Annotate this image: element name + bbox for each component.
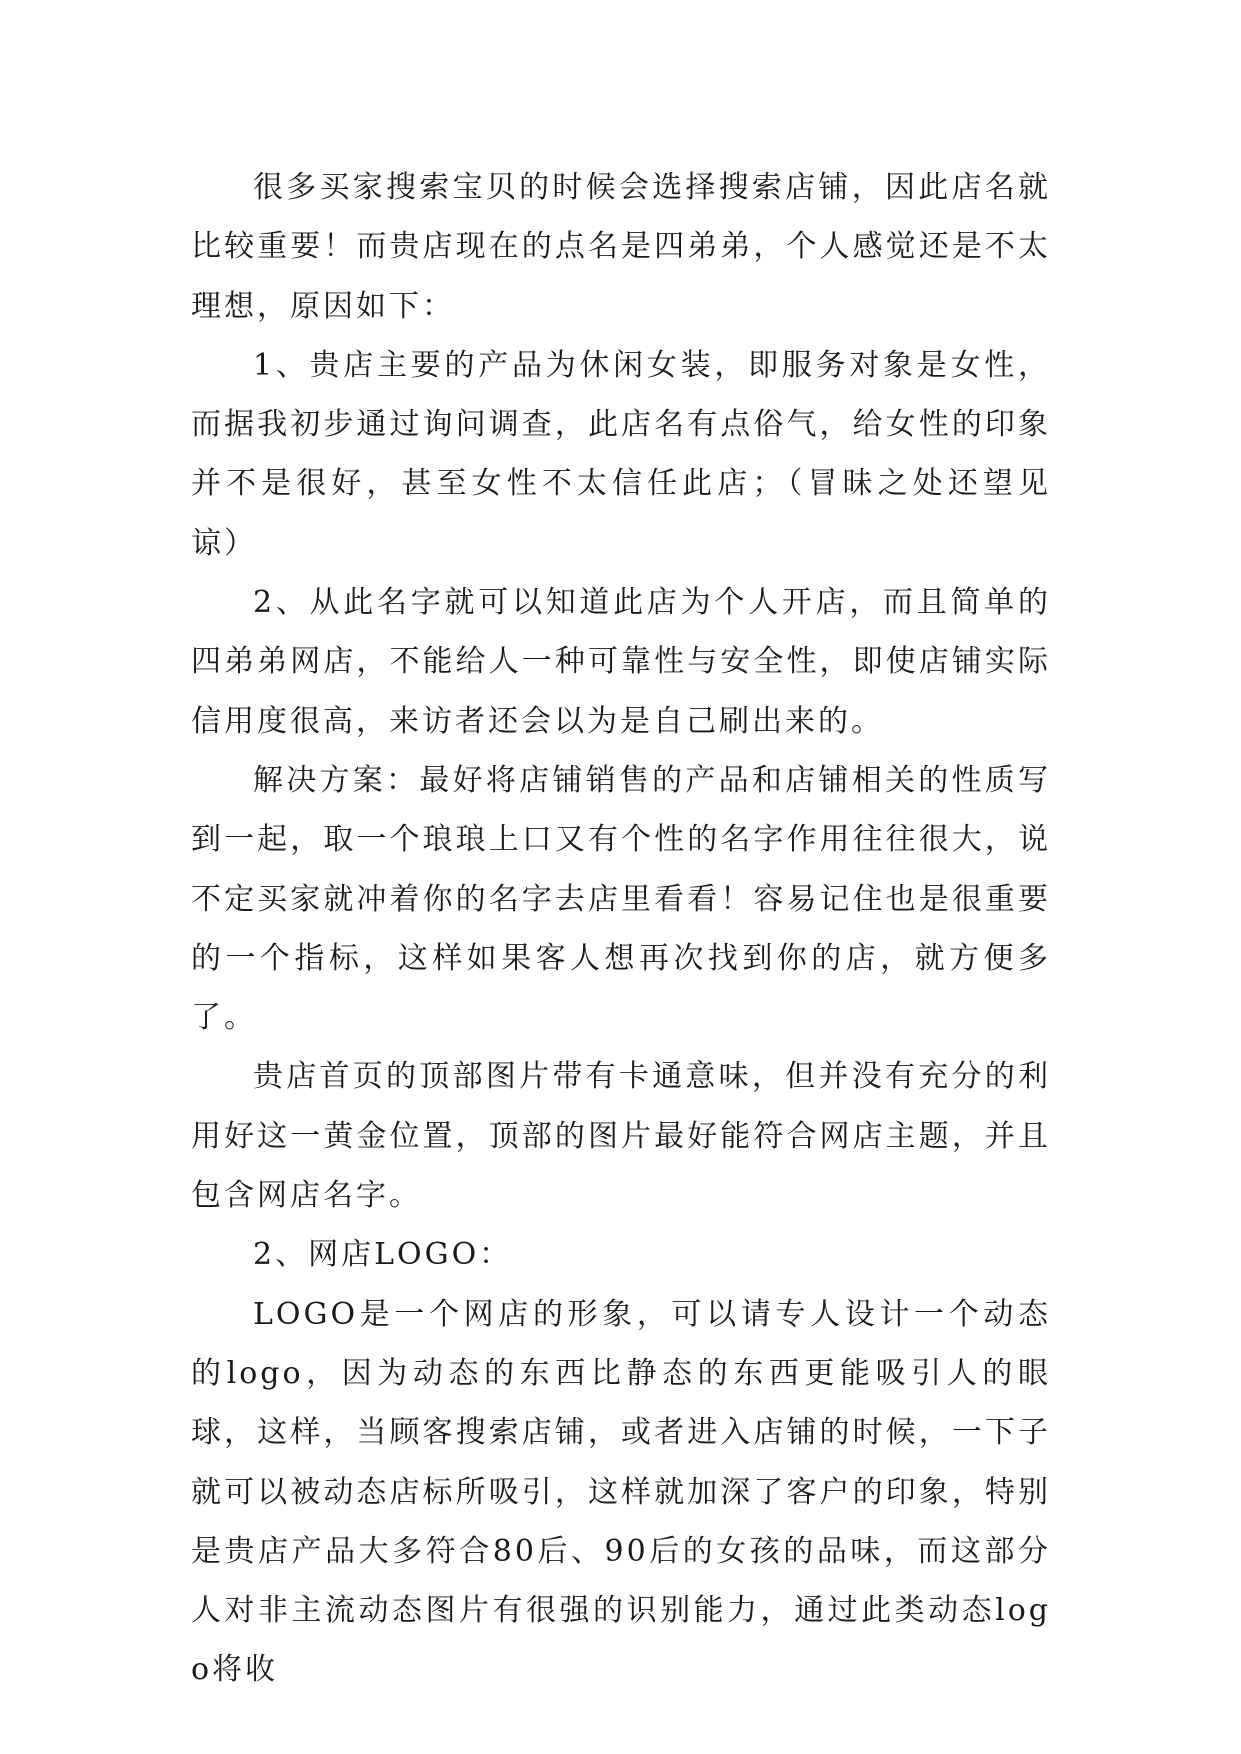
paragraph-reason-1: 1、贵店主要的产品为休闲女装，即服务对象是女性，而据我初步通过询问调查，此店名有点俗气，给女性的印象并不是很好，甚至女性不太信任此店；（冒昧之处还望见谅） [191, 347, 1051, 561]
document-body [191, 158, 1051, 1700]
paragraph-store-name-importance: 很多买家搜索宝贝的时候会选择搜索店铺，因此店名就比较重要！而贵店现在的点名是四弟弟，个人感觉还是不太理想，原因如下： [191, 170, 1051, 324]
paragraph-logo-description: LOGO是一个网店的形象，可以请专人设计一个动态的logo，因为动态的东西比静态的东西更能吸引人的眼球，这样，当顾客搜索店铺，或者进入店铺的时候，一下子就可以被动态店标所吸引，这样就加深了客户的印象，特别是贵店产品大多符合80后、90后的女孩的品味，而这部分人对非主流动态图片有很强的识别能力，通过此类动态logo将收 [191, 1296, 1051, 1688]
paragraph-solution: 解决方案：最好将店铺销售的产品和店铺相关的性质写到一起，取一个琅琅上口又有个性的名字作用往往很大，说不定买家就冲着你的名字去店里看看！容易记住也是很重要的一个指标，这样如果客人想再次找到你的店，就方便多了。 [191, 762, 1051, 1036]
paragraph-logo-heading: 2、网店LOGO： [253, 1237, 513, 1273]
paragraph-reason-2: 2、从此名字就可以知道此店为个人开店，而且简单的四弟弟网店，不能给人一种可靠性与安全性，即使店铺实际信用度很高，来访者还会以为是自己刷出来的。 [191, 585, 1051, 739]
paragraph-header-image: 贵店首页的顶部图片带有卡通意味，但并没有充分的利用好这一黄金位置，顶部的图片最好能符合网店主题，并且包含网店名字。 [191, 1059, 1051, 1214]
